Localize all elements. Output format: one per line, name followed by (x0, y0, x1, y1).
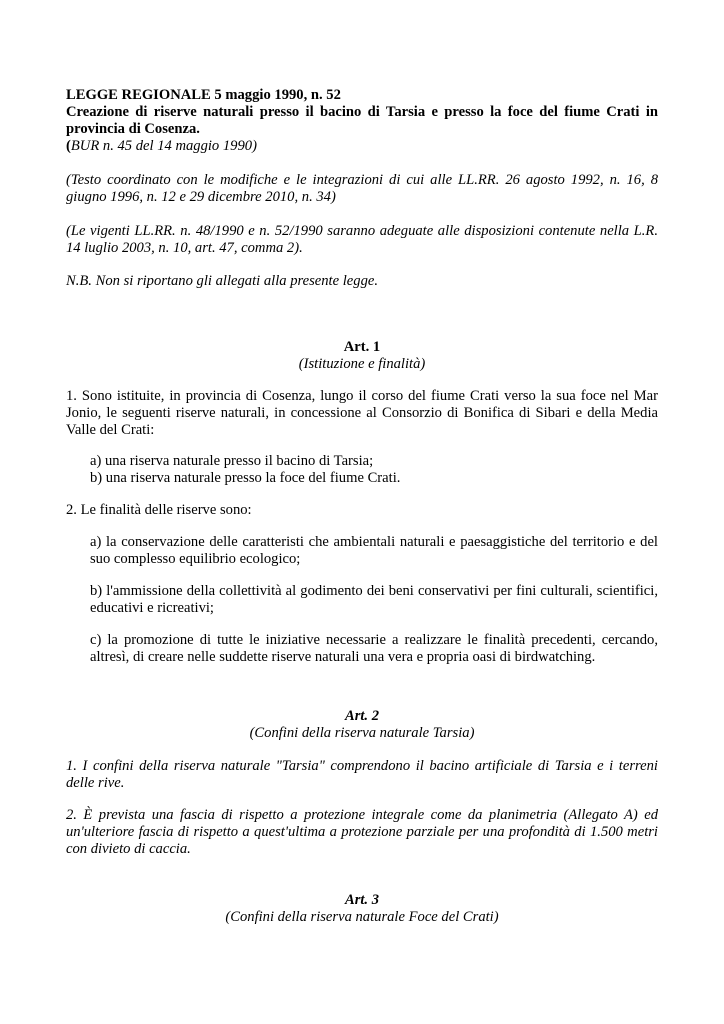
law-title: LEGGE REGIONALE 5 maggio 1990, n. 52 (66, 87, 341, 103)
article-2-heading: Art. 2 (344, 708, 380, 724)
law-header (66, 87, 658, 155)
article-1-finality-a: a) la conservazione delle caratteristi che ambientali naturali e paesaggistiche del territorio e del suo complesso equilibrio ecologico; (90, 534, 658, 567)
article-1-subheading: (Istituzione e finalità) (298, 356, 426, 372)
article-2-paragraph-1: 1. I confini della riserva naturale "Tarsia" comprendono il bacino artificiale di Tarsia e i terreni delle rive. (66, 758, 658, 791)
article-1-heading: Art. 1 (343, 339, 381, 355)
bur-open-paren: ( (66, 138, 71, 154)
article-3-subheading: (Confini della riserva naturale Foce del Crati) (225, 909, 499, 925)
article-1-finality-b: b) l'ammissione della collettività al godimento dei beni conservativi per fini culturali, scientifici, educativi e ricreativi; (90, 583, 658, 616)
article-2-subheading: (Confini della riserva naturale Tarsia) (249, 725, 475, 741)
article-1-finality-c: c) la promozione di tutte le iniziative necessarie a realizzare le finalità precedenti, cercando, altresì, di creare nelle suddette riserve naturali una vera e propria oasi di birdwatching. (90, 632, 658, 665)
law-subtitle: Creazione di riserve naturali presso il bacino di Tarsia e presso la foce del fiume Crati in provincia di Cosenza. (66, 104, 658, 137)
nb-note (66, 273, 658, 290)
bur-reference (66, 138, 658, 155)
adaptation-note (66, 223, 658, 257)
article-2-paragraph-2: 2. È prevista una fascia di rispetto a protezione integrale come da planimetria (Allegato A) ed un'ulteriore fascia di rispetto a quest'ultima a protezione parziale per una profondità di 1.500 metri con divieto di caccia. (66, 807, 658, 857)
article-3 (66, 892, 658, 926)
adaptation-note-text: (Le vigenti LL.RR. n. 48/1990 e n. 52/1990 saranno adeguate alle disposizioni contenute nella L.R. 14 luglio 2003, n. 10, art. 47, comma 2). (66, 223, 658, 256)
coordinated-note-text: (Testo coordinato con le modifiche e le integrazioni di cui alle LL.RR. 26 agosto 1992, n. 16, 8 giugno 1996, n. 12 e 29 dicembre 2010, n. 34) (66, 172, 658, 205)
bur-text: BUR n. 45 del 14 maggio 1990) (70, 138, 257, 154)
article-1 (66, 339, 658, 666)
article-1-paragraph-2: 2. Le finalità delle riserve sono: (66, 502, 252, 518)
nb-note-text: N.B. Non si riportano gli allegati alla presente legge. (66, 273, 378, 289)
article-1-item-a: a) una riserva naturale presso il bacino di Tarsia; (90, 453, 374, 469)
article-1-paragraph-1: 1. Sono istituite, in provincia di Cosenza, lungo il corso del fiume Crati verso la sua foce nel Mar Jonio, le seguenti riserve naturali, in concessione al Consorzio di Bonifica di Sibari e della Media Valle del Crati: (66, 388, 658, 438)
article-3-heading: Art. 3 (344, 892, 380, 908)
article-1-item-b: b) una riserva naturale presso la foce del fiume Crati. (90, 470, 401, 486)
coordinated-text-note (66, 172, 658, 206)
article-2 (66, 708, 658, 858)
